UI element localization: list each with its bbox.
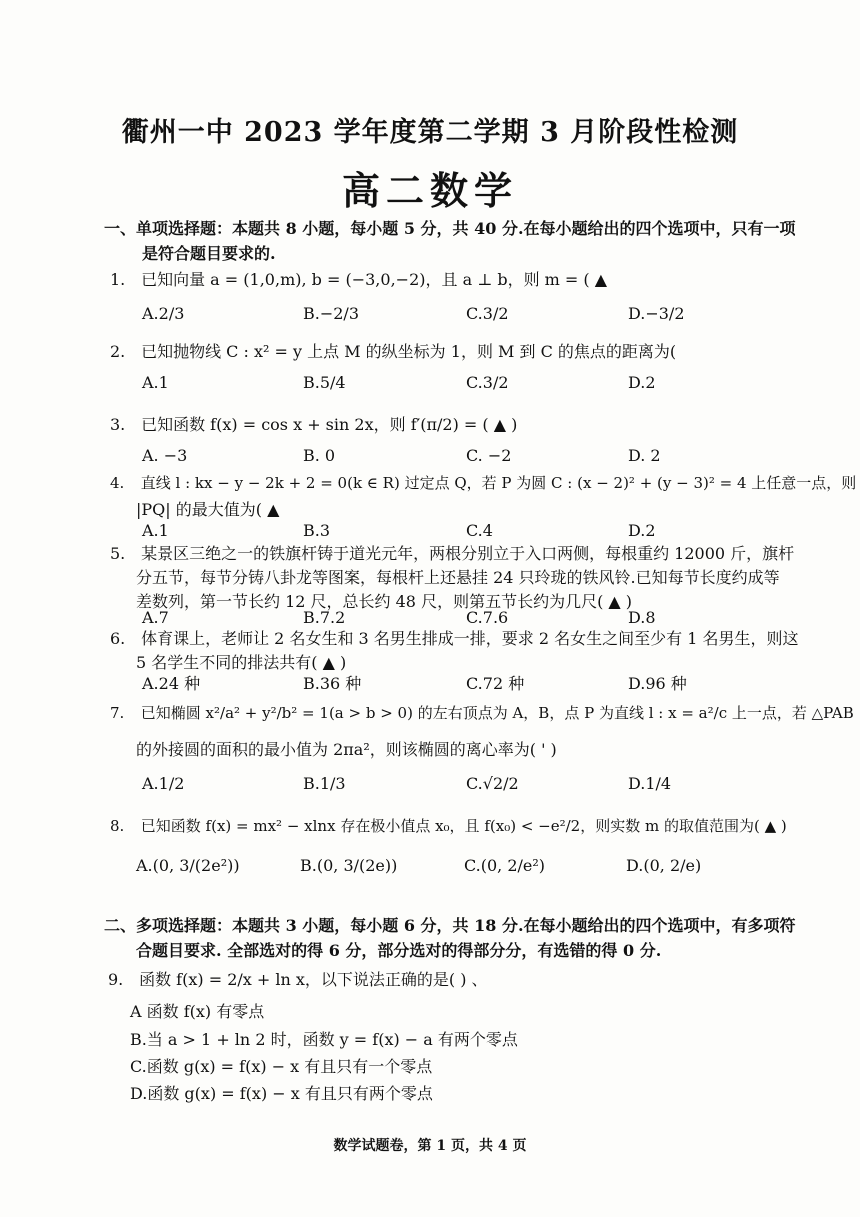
q9-option-d: D.函数 g(x) = f(x) − x 有且只有两个零点 (130, 1084, 433, 1103)
question-5-line-3: 差数列，第一节长约 12 尺，总长约 48 尺，则第五节长约为几尺( ▲ ) (136, 592, 633, 611)
q4-option-c: C.4 (466, 521, 493, 540)
question-number: 3. (110, 415, 126, 434)
q2-option-d: D.2 (628, 373, 656, 392)
q6-option-b: B.36 种 (303, 674, 362, 693)
question-1-text: 已知向量 a = (1,0,m), b = (−3,0,−2)，且 a ⊥ b，则 m = ( ▲ (141, 270, 608, 289)
question-8 (110, 815, 787, 836)
question-5-line-1: 某景区三绝之一的铁旗杆铸于道光元年，两根分别立于入口两侧，每根重约 12000 斤，旗杆 (141, 544, 795, 563)
question-6 (110, 626, 799, 649)
q8-option-b: B.(0, 3/(2e)) (300, 856, 398, 875)
section-1-heading: 一、单项选择题：本题共 8 小题，每小题 5 分，共 40 分.在每小题给出的四个选项中，只有一项 (104, 219, 796, 238)
question-1 (110, 267, 607, 290)
q1-option-c: C.3/2 (466, 304, 509, 323)
section-1-heading-cont: 是符合题目要求的. (142, 244, 276, 263)
question-7-line-1: 已知椭圆 x²/a² + y²/b² = 1(a > b > 0) 的左右顶点为 A，B，点 P 为直线 l : x = a²/c 上一点，若 △PAB (140, 704, 854, 722)
section-2-heading-cont: 合题目要求. 全部选对的得 6 分，部分选对的得部分分，有选错的得 0 分. (136, 941, 662, 960)
q1-option-d: D.−3/2 (628, 304, 685, 323)
q7-option-c: C.√2/2 (466, 774, 519, 793)
question-9 (108, 967, 488, 990)
q5-option-c: C.7.6 (466, 608, 509, 627)
q8-option-c: C.(0, 2/e²) (464, 856, 546, 875)
question-4 (110, 472, 856, 493)
question-2 (110, 339, 676, 362)
section-2-heading: 二、多项选择题：本题共 3 小题，每小题 6 分，共 18 分.在每小题给出的四个选项中，有多项符 (104, 916, 796, 935)
q9-option-b: B.当 a > 1 + ln 2 时，函数 y = f(x) − a 有两个零点 (130, 1030, 518, 1049)
q2-option-b: B.5/4 (303, 373, 346, 392)
question-7 (110, 702, 854, 723)
q5-option-b: B.7.2 (303, 608, 346, 627)
question-9-text: 函数 f(x) = 2/x + ln x，以下说法正确的是( ) 、 (139, 970, 488, 989)
q6-option-a: A.24 种 (142, 674, 201, 693)
q5-option-d: D.8 (628, 608, 656, 627)
q2-option-a: A.1 (142, 373, 169, 392)
question-4-line-2: |PQ| 的最大值为( ▲ (136, 500, 280, 519)
question-3 (110, 412, 517, 435)
q1-option-a: A.2/3 (142, 304, 185, 323)
q4-option-a: A.1 (142, 521, 169, 540)
q1-option-b: B.−2/3 (303, 304, 359, 323)
q2-option-c: C.3/2 (466, 373, 509, 392)
q6-option-c: C.72 种 (466, 674, 525, 693)
q9-option-c: C.函数 g(x) = f(x) − x 有且只有一个零点 (130, 1057, 433, 1076)
q8-option-d: D.(0, 2/e) (626, 856, 702, 875)
question-6-line-2: 5 名学生不同的排法共有( ▲ ) (136, 653, 347, 672)
question-number: 5. (110, 544, 126, 563)
question-6-line-1: 体育课上，老师让 2 名女生和 3 名男生排成一排，要求 2 名女生之间至少有 1 名男生，则这 (141, 629, 799, 648)
question-4-line-1: 直线 l : kx − y − 2k + 2 = 0(k ∈ R) 过定点 Q，若 P 为圆 C : (x − 2)² + (y − 3)² = 4 上任意一点，则 (140, 474, 857, 492)
question-number: 8. (110, 817, 125, 835)
question-number: 7. (110, 704, 125, 722)
question-number: 2. (110, 342, 126, 361)
question-number: 9. (108, 970, 124, 989)
question-8-text: 已知函数 f(x) = mx² − xlnx 存在极小值点 x₀，且 f(x₀) < −e²/2，则实数 m 的取值范围为( ▲ ) (140, 817, 787, 835)
q7-option-b: B.1/3 (303, 774, 346, 793)
question-5-line-2: 分五节，每节分铸八卦龙等图案，每根杆上还悬挂 24 只玲珑的铁风铃.已知每节长度约成等 (136, 568, 780, 587)
q7-option-d: D.1/4 (628, 774, 672, 793)
subject-title: 高二数学 (341, 168, 518, 213)
question-7-line-2: 的外接圆的面积的最小值为 2πa²，则该椭圆的离心率为( ' ) (136, 740, 557, 759)
q8-option-a: A.(0, 3/(2e²)) (136, 856, 240, 875)
q4-option-b: B.3 (303, 521, 331, 540)
exam-title: 衢州一中 2023 学年度第二学期 3 月阶段性检测 (121, 117, 739, 148)
q6-option-d: D.96 种 (628, 674, 687, 693)
question-number: 6. (110, 629, 126, 648)
q7-option-a: A.1/2 (142, 774, 185, 793)
page-footer: 数学试题卷，第 1 页，共 4 页 (333, 1138, 527, 1154)
q5-option-a: A.7 (142, 608, 169, 627)
question-number: 1. (110, 270, 126, 289)
question-5 (110, 541, 794, 564)
q3-option-c: C. −2 (466, 446, 512, 465)
q3-option-a: A. −3 (142, 446, 188, 465)
q3-option-d: D. 2 (628, 446, 661, 465)
q4-option-d: D.2 (628, 521, 656, 540)
q3-option-b: B. 0 (303, 446, 336, 465)
question-3-text: 已知函数 f(x) = cos x + sin 2x，则 f′(π/2) = ( ▲ ) (141, 415, 518, 434)
question-2-text: 已知抛物线 C : x² = y 上点 M 的纵坐标为 1，则 M 到 C 的焦点的距离为( (141, 342, 677, 361)
q9-option-a: A 函数 f(x) 有零点 (130, 1002, 265, 1021)
question-number: 4. (110, 474, 125, 492)
